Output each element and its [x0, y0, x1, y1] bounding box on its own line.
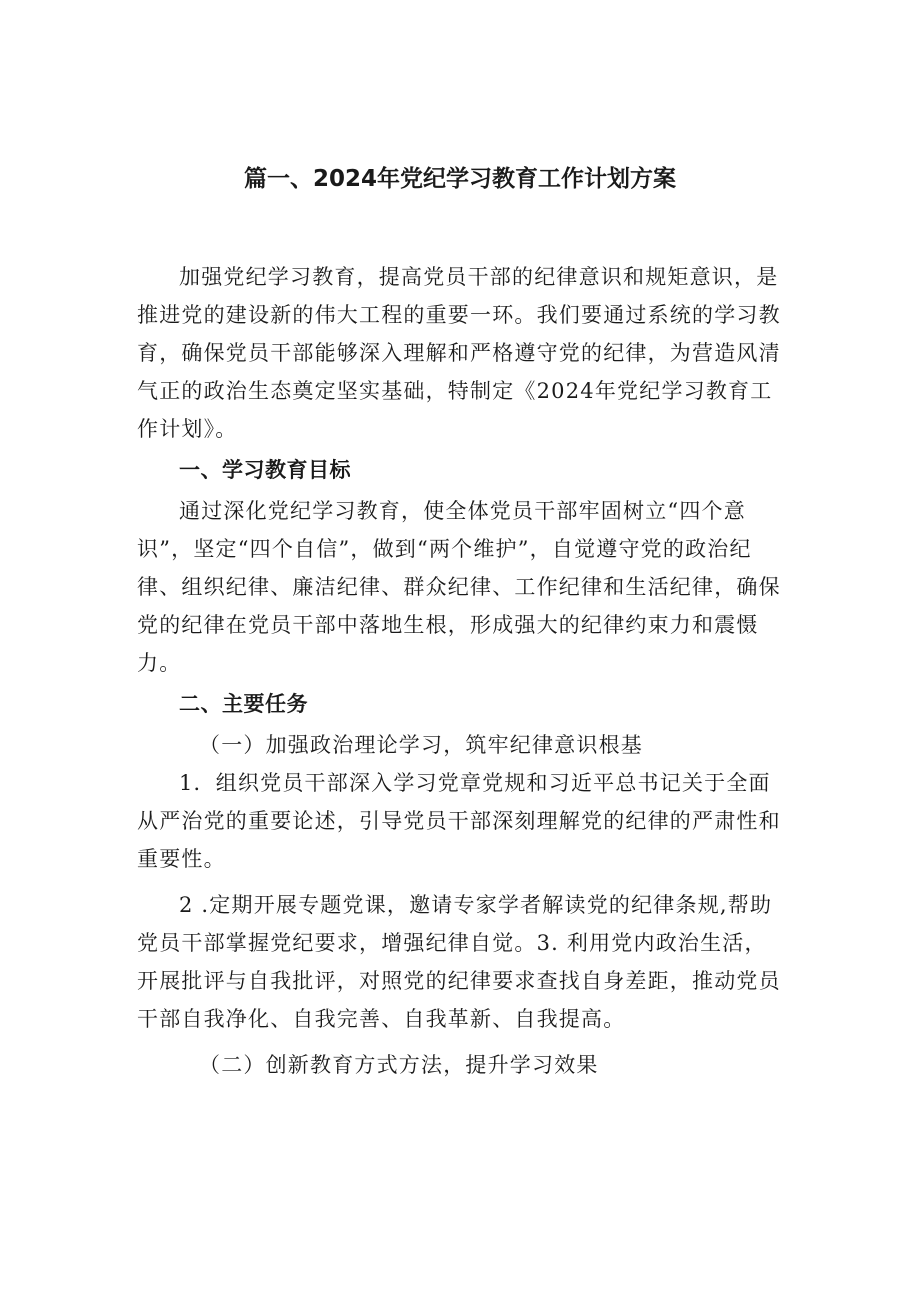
intro-paragraph: 加强党纪学习教育，提高党员干部的纪律意识和规矩意识，是推进党的建设新的伟大工程的重要一环。我们要通过系统的学习教育，确保党员干部能够深入理解和严格遵守党的纪律，为营造风清气正的政治生态奠定坚实基础，特制定《2024年党纪学习教育工作计划》。 — [137, 265, 781, 441]
subsection-heading-1: （一）加强政治理论学习，筑牢纪律意识根基 — [199, 733, 643, 757]
goals-paragraph: 通过深化党纪学习教育，使全体党员干部牢固树立“四个意识”，坚定“四个自信”，做到“两个维护”，自觉遵守党的政治纪律、组织纪律、廉洁纪律、群众纪律、工作纪律和生活纪律，确保党的纪律在党员干部中落地生根，形成强大的纪律约束力和震慑力。 — [137, 499, 781, 675]
document-body — [137, 258, 787, 1084]
subsection-heading-2: （二）创新教育方式方法，提升学习效果 — [199, 1053, 599, 1077]
section-heading-goals: 一、学习教育目标 — [179, 458, 351, 482]
document-title: 篇一、2024年党纪学习教育工作计划方案 — [243, 166, 676, 192]
task-item-1: 1．组织党员干部深入学习党章党规和习近平总书记关于全面从严治党的重要论述，引导党员干部深刻理解党的纪律的严肃性和重要性。 — [137, 771, 781, 871]
task-item-2: 2 .定期开展专题党课，邀请专家学者解读党的纪律条规,帮助党员干部掌握党纪要求，增强纪律自觉。3. 利用党内政治生活，开展批评与自我批评，对照党的纪律要求查找自身差距，推动党员干部自我净化、自我完善、自我革新、自我提高。 — [137, 893, 781, 1031]
section-heading-tasks: 二、主要任务 — [179, 692, 308, 716]
